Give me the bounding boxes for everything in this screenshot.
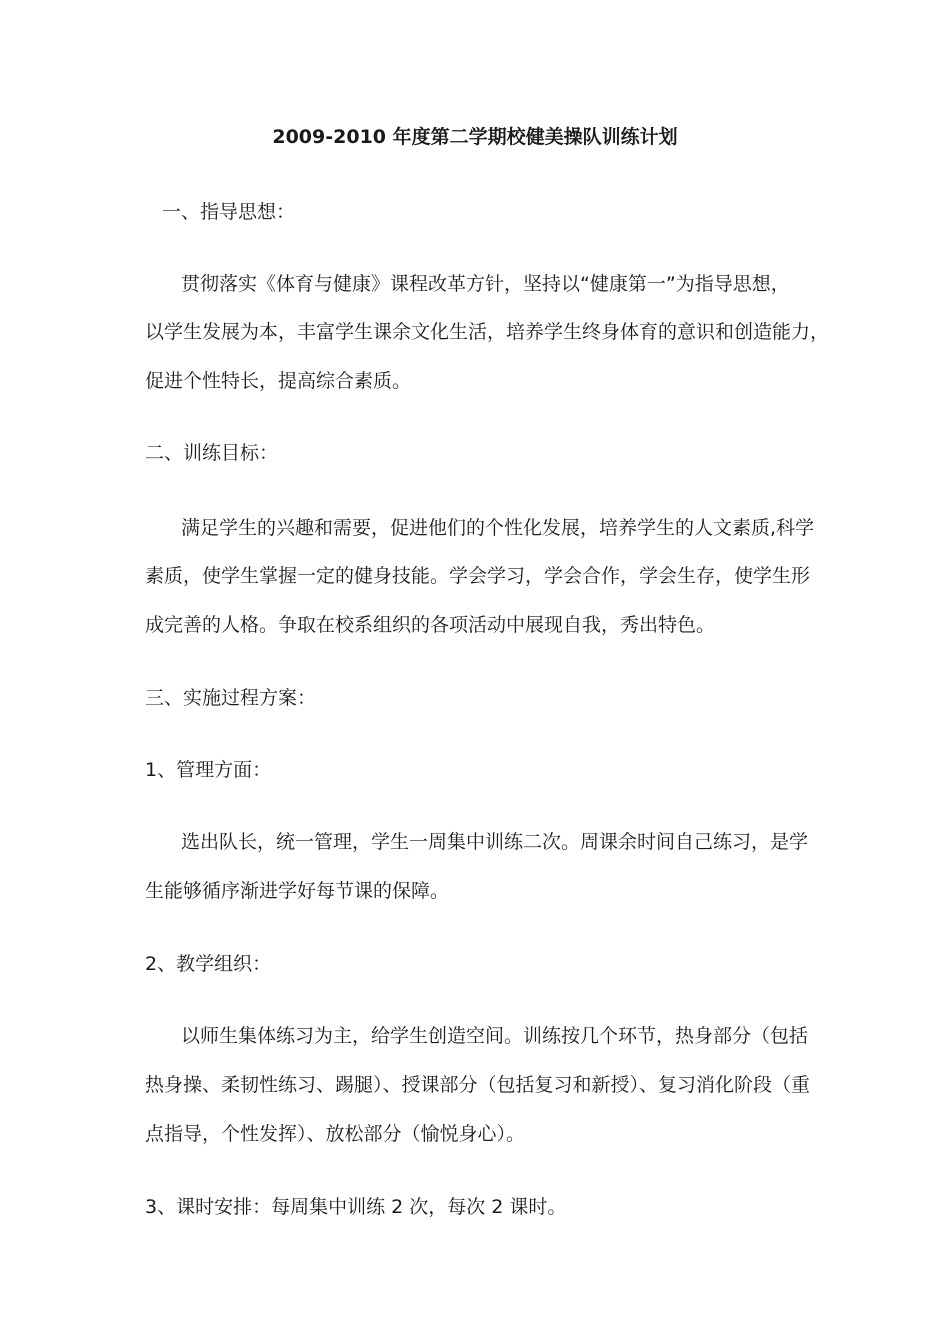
section-heading-guiding-ideology: 一、指导思想：	[162, 201, 296, 223]
paragraph-line: 贯彻落实《体育与健康》课程改革方针，坚持以“健康第一”为指导思想，	[181, 273, 790, 295]
paragraph-line: 点指导，个性发挥）、放松部分（愉悦身心）。	[145, 1123, 526, 1145]
paragraph-line: 以学生发展为本，丰富学生课余文化生活，培养学生终身体育的意识和创造能力，	[145, 321, 830, 343]
paragraph-line: 素质，使学生掌握一定的健身技能。学会学习，学会合作，学会生存，使学生形	[145, 565, 811, 587]
section-heading-implementation-plan: 三、实施过程方案：	[145, 687, 317, 709]
paragraph-line: 生能够循序渐进学好每节课的保障。	[145, 880, 450, 902]
paragraph-line: 促进个性特长，提高综合素质。	[145, 370, 412, 392]
paragraph-line: 成完善的人格。争取在校系组织的各项活动中展现自我，秀出特色。	[145, 614, 716, 636]
paragraph-line: 以师生集体练习为主，给学生创造空间。训练按几个环节，热身部分（包括	[181, 1025, 809, 1047]
subsection-heading-teaching-organization: 2、教学组织：	[145, 953, 272, 975]
paragraph-line: 选出队长，统一管理，学生一周集中训练二次。周课余时间自己练习，是学	[181, 831, 809, 853]
paragraph-line: 满足学生的兴趣和需要，促进他们的个性化发展，培养学生的人文素质,科学	[181, 517, 815, 539]
paragraph-line: 热身操、柔韧性练习、踢腿）、授课部分（包括复习和新授）、复习消化阶段（重	[145, 1074, 811, 1096]
section-heading-training-goals: 二、训练目标：	[145, 442, 279, 464]
subsection-heading-management: 1、管理方面：	[145, 759, 272, 781]
subsection-heading-schedule: 3、课时安排：每周集中训练 2 次，每次 2 课时。	[145, 1196, 567, 1218]
document-title: 2009-2010 年度第二学期校健美操队训练计划	[272, 126, 678, 148]
